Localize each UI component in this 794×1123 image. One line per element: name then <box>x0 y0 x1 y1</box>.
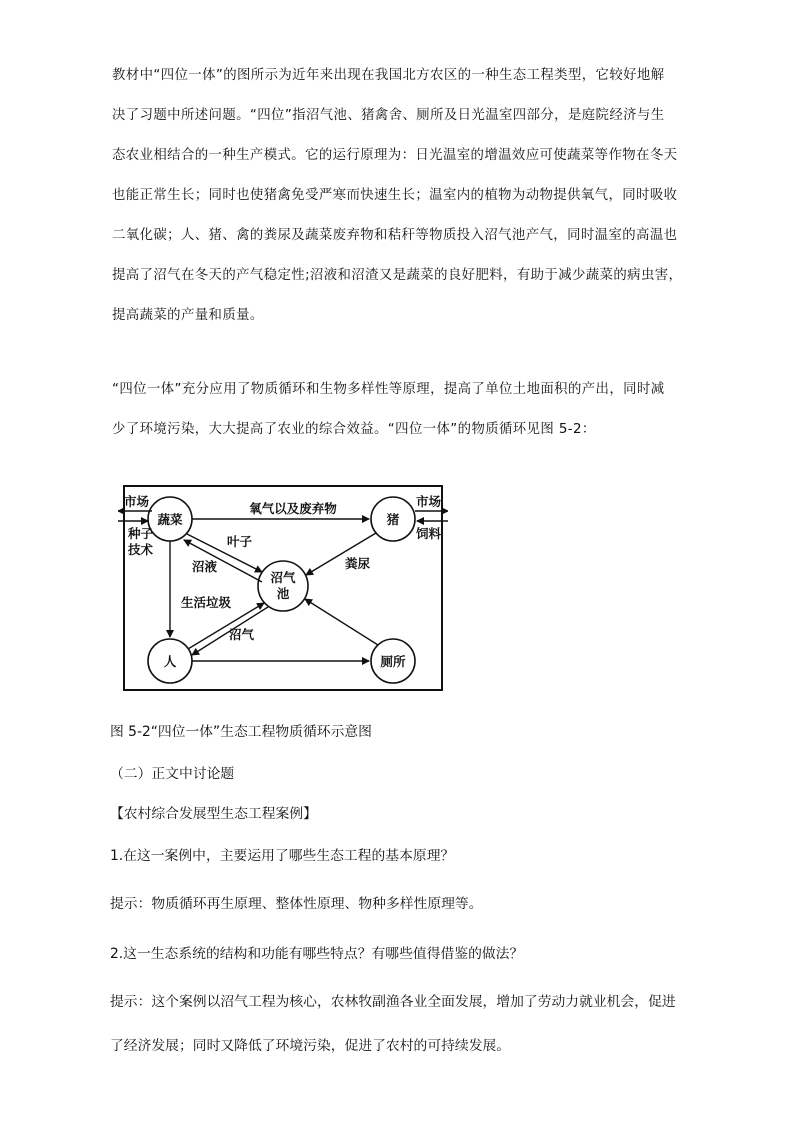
answer-1: 提示：物质循环再生原理、整体性原理、物种多样性原理等。 <box>110 896 483 912</box>
label-leaves: 叶子 <box>227 534 253 549</box>
label-garbage: 生活垃圾 <box>181 595 232 610</box>
intro-line: 教材中“四位一体”的图所示为近年来出现在我国北方农区的一种生态工程类型，它较好地解 <box>112 68 665 83</box>
label-technology: 技术 <box>128 542 154 557</box>
node-vegetables-label: 蔬菜 <box>157 512 183 527</box>
question-1: 1.在这一案例中，主要运用了哪些生态工程的基本原理？ <box>110 848 455 864</box>
intro-paragraph <box>112 56 692 336</box>
principle-line: 少了环境污染，大大提高了农业的综合效益。“四位一体”的物质循环见图 5-2： <box>112 422 596 437</box>
principle-paragraph <box>112 370 692 450</box>
label-biogas-gas: 沼气 <box>229 627 255 642</box>
label-slurry: 沼液 <box>192 559 218 574</box>
intro-line: 也能正常生长；同时也使猪禽免受严寒而快速生长；温室内的植物为动物提供氧气，同时吸收 <box>112 188 678 203</box>
label-seeds: 种子 <box>128 526 154 541</box>
label-market-right: 市场 <box>416 494 442 509</box>
principle-line: “四位一体”充分应用了物质循环和生物多样性等原理，提高了单位土地面积的产出，同时减 <box>112 382 665 397</box>
node-toilet-label: 厕所 <box>380 654 406 669</box>
figure-caption: 图 5-2“四位一体”生态工程物质循环示意图 <box>110 724 372 740</box>
intro-line: 提高蔬菜的产量和质量。 <box>112 308 264 323</box>
node-pig-label: 猪 <box>386 512 400 527</box>
label-oxygen-waste: 氧气以及废弃物 <box>249 501 337 516</box>
arrow-toilet-to-biogas <box>305 599 378 645</box>
case-title: 【农村综合发展型生态工程案例】 <box>110 806 317 822</box>
material-cycle-diagram <box>118 482 448 694</box>
question-2: 2.这一生态系统的结构和功能有哪些特点？有哪些值得借鉴的做法？ <box>110 946 524 962</box>
label-manure: 粪尿 <box>345 556 371 571</box>
section-title: （二）正文中讨论题 <box>110 766 235 782</box>
label-market-left: 市场 <box>124 494 150 509</box>
node-biogas-label-line1: 沼气 <box>270 570 296 585</box>
answer-2-line: 提示：这个案例以沼气工程为核心，农林牧副渔各业全面发展，增加了劳动力就业机会，促进 <box>110 994 676 1010</box>
intro-line: 二氧化碳；人、猪、禽的粪尿及蔬菜废弃物和秸秆等物质投入沼气池产气，同时温室的高温也 <box>112 228 678 243</box>
node-person-label: 人 <box>163 654 177 669</box>
intro-line: 决了习题中所述问题。“四位”指沼气池、猪禽舍、厕所及日光温室四部分，是庭院经济与生 <box>112 108 665 123</box>
label-feed: 饲料 <box>416 526 442 541</box>
intro-line: 态农业相结合的一种生产模式。它的运行原理为：日光温室的增温效应可使蔬菜等作物在冬天 <box>112 148 678 163</box>
answer-2-line: 了经济发展；同时又降低了环境污染，促进了农村的可持续发展。 <box>110 1038 511 1054</box>
node-biogas-label-line2: 池 <box>276 586 290 601</box>
intro-line: 提高了沼气在冬天的产气稳定性;沼液和沼渣又是蔬菜的良好肥料，有助于减少蔬菜的病虫害， <box>112 268 683 283</box>
